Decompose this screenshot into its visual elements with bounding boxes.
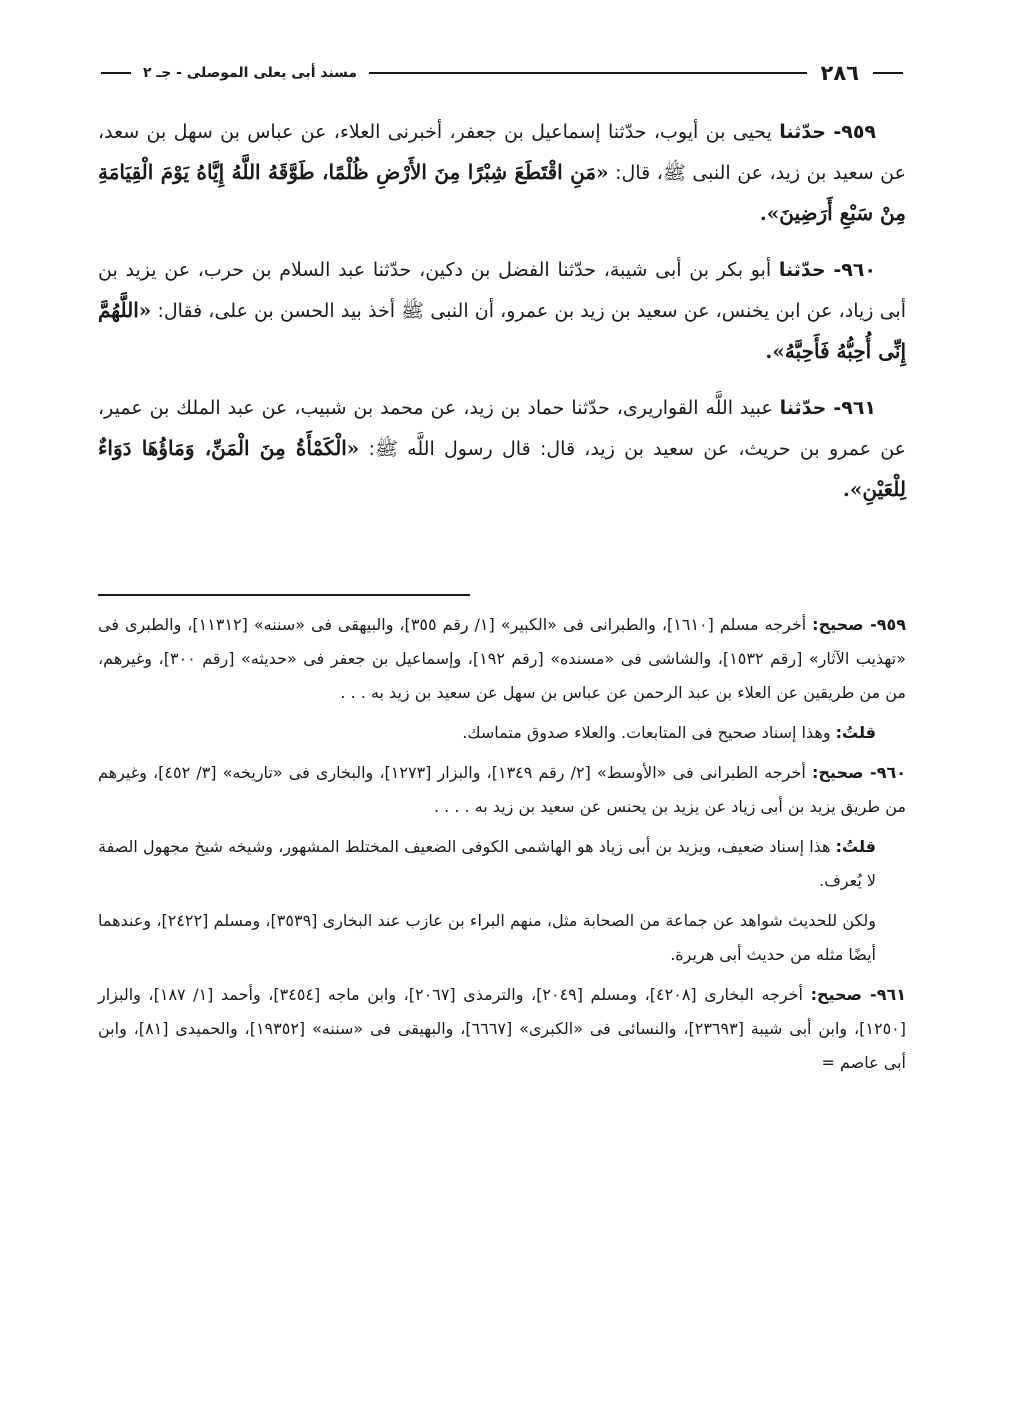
footnote-text: أخرجه مسلم [١٦١٠]، والطبرانى فى «الكبير» [١/ رقم ٣٥٥]، والبيهقى فى «سننه» [١١٣١٢]، والطبرى فى «تهذيب الآثار» [رقم ١٥٣٢]، والشاشى فى «مسنده» [رقم ١٩٢]، وإسماعيل بن جعفر فى «حديثه» [رقم ٣٠٠]، وغيرهم، من من طريقين عن العلاء بن عبد الرحمن عن عباس بن سهل عن سعيد بن زيد به . . .: [98, 615, 906, 702]
footnote-961: [98, 978, 906, 1080]
hadith-959: [98, 112, 906, 234]
footnote-960-shawahid: [98, 904, 906, 972]
hadith-matn: «اللَّهُمَّ إِنِّى أُحِبُّهُ فَأَحِبَّهُ».: [98, 298, 906, 363]
footnote-divider: [98, 594, 470, 596]
footnote-tag: ٩٥٩- صحيح:: [812, 615, 907, 634]
page-number: ٢٨٦: [820, 61, 859, 85]
hadith-isnad: عبيد اللَّه القواريرى، حدّثنا حماد بن زيد، عن محمد بن شبيب، عن عبد الملك بن عمير، عن عمرو بن حريث، عن سعيد بن زيد، قال: قال رسول اللَّه ﷺ:: [98, 397, 906, 460]
header-rule-right: [873, 72, 903, 74]
hadith-matn: «مَنِ اقْتَطَعَ شِبْرًا مِنَ الأَرْضِ ظُلْمًا، طَوَّقَهُ اللَّهُ إِيَّاهُ يَوْمَ الْقِيَامَةِ مِنْ سَبْعِ أَرَضِينَ».: [98, 160, 906, 225]
hadith-opening: حدّثنا: [779, 397, 827, 419]
footnote-text: وهذا إسناد صحيح فى المتابعات. والعلاء صدوق متماسك.: [462, 723, 831, 742]
hadith-isnad: يحيى بن أيوب، حدّثنا إسماعيل بن جعفر، أخبرنى العلاء، عن عباس بن سهل بن سعد، عن سعيد بن زيد، عن النبى ﷺ، قال:: [98, 121, 906, 184]
hadith-961: [98, 388, 906, 510]
hadith-opening: حدّثنا: [778, 259, 826, 281]
hadith-number: ٩٦٠-: [833, 259, 876, 281]
hadith-number: ٩٥٩-: [833, 121, 877, 143]
page-header: [95, 58, 909, 88]
header-rule-left: [101, 72, 131, 74]
footnote-text: أخرجه الطبرانى فى «الأوسط» [٢/ رقم ١٣٤٩]، والبزار [١٢٧٣]، والبخارى فى «تاريخه» [٣/ ٤٥٢]، وغيرهم من طريق يزيد بن أبى زياد عن يزيد بن يحنس عن سعيد بن زيد به . . . .: [98, 763, 906, 816]
footnote-text: أخرجه البخارى [٤٢٠٨]، ومسلم [٢٠٤٩]، والترمذى [٢٠٦٧]، وابن ماجه [٣٤٥٤]، وأحمد [١/ ١٨٧]، والبزار [١٢٥٠]، وابن أبى شيبة [٢٣٦٩٣]، والنسائى فى «الكبرى» [٦٦٦٧]، والبهيقى فى «سننه» [١٩٣٥٢]، والحميدى [٨١]، وابن أبى عاصم =: [98, 985, 907, 1072]
footnote-tag: ٩٦١- صحيح:: [810, 985, 906, 1004]
hadith-opening: حدّثنا: [779, 121, 826, 143]
footnote-959-comment: [98, 716, 906, 750]
footnote-960-comment: [98, 830, 906, 898]
book-title: مسند أبى يعلى الموصلى - جـ ٢: [143, 65, 358, 81]
footnotes: [98, 608, 906, 1086]
header-rule-middle: [369, 72, 806, 74]
footnote-text: ولكن للحديث شواهد عن جماعة من الصحابة مثل، منهم البراء بن عازب عند البخارى [٣٥٣٩]، ومسلم [٢٤٢٢]، وعندهما أيضًا مثله من حديث أبى هريرة.: [98, 911, 876, 964]
footnote-960: [98, 756, 906, 824]
hadith-960: [98, 250, 906, 372]
hadith-body: [98, 112, 906, 526]
footnote-959: [98, 608, 906, 710]
footnote-text: هذا إسناد ضعيف، ويزيد بن أبى زياد هو الهاشمى الكوفى الضعيف المختلط المشهور، وشيخه شيخ مجهول الصفة لا يُعرف.: [98, 837, 876, 890]
footnote-tag: ٩٦٠- صحيح:: [811, 763, 906, 782]
hadith-isnad: أبو بكر بن أبى شيبة، حدّثنا الفضل بن دكين، حدّثنا عبد السلام بن حرب، عن يزيد بن أبى زياد، عن ابن يخنس، عن سعيد بن زيد بن عمرو، أن النبى ﷺ أخذ بيد الحسن بن على، فقال:: [98, 259, 906, 322]
footnote-tag: قلتُ:: [835, 837, 876, 856]
hadith-matn: «الْكَمْأَةُ مِنَ الْمَنِّ، وَمَاؤُهَا دَوَاءٌ لِلْعَيْنِ».: [98, 436, 906, 501]
hadith-number: ٩٦١-: [833, 397, 877, 419]
footnote-tag: قلتُ:: [835, 723, 876, 742]
